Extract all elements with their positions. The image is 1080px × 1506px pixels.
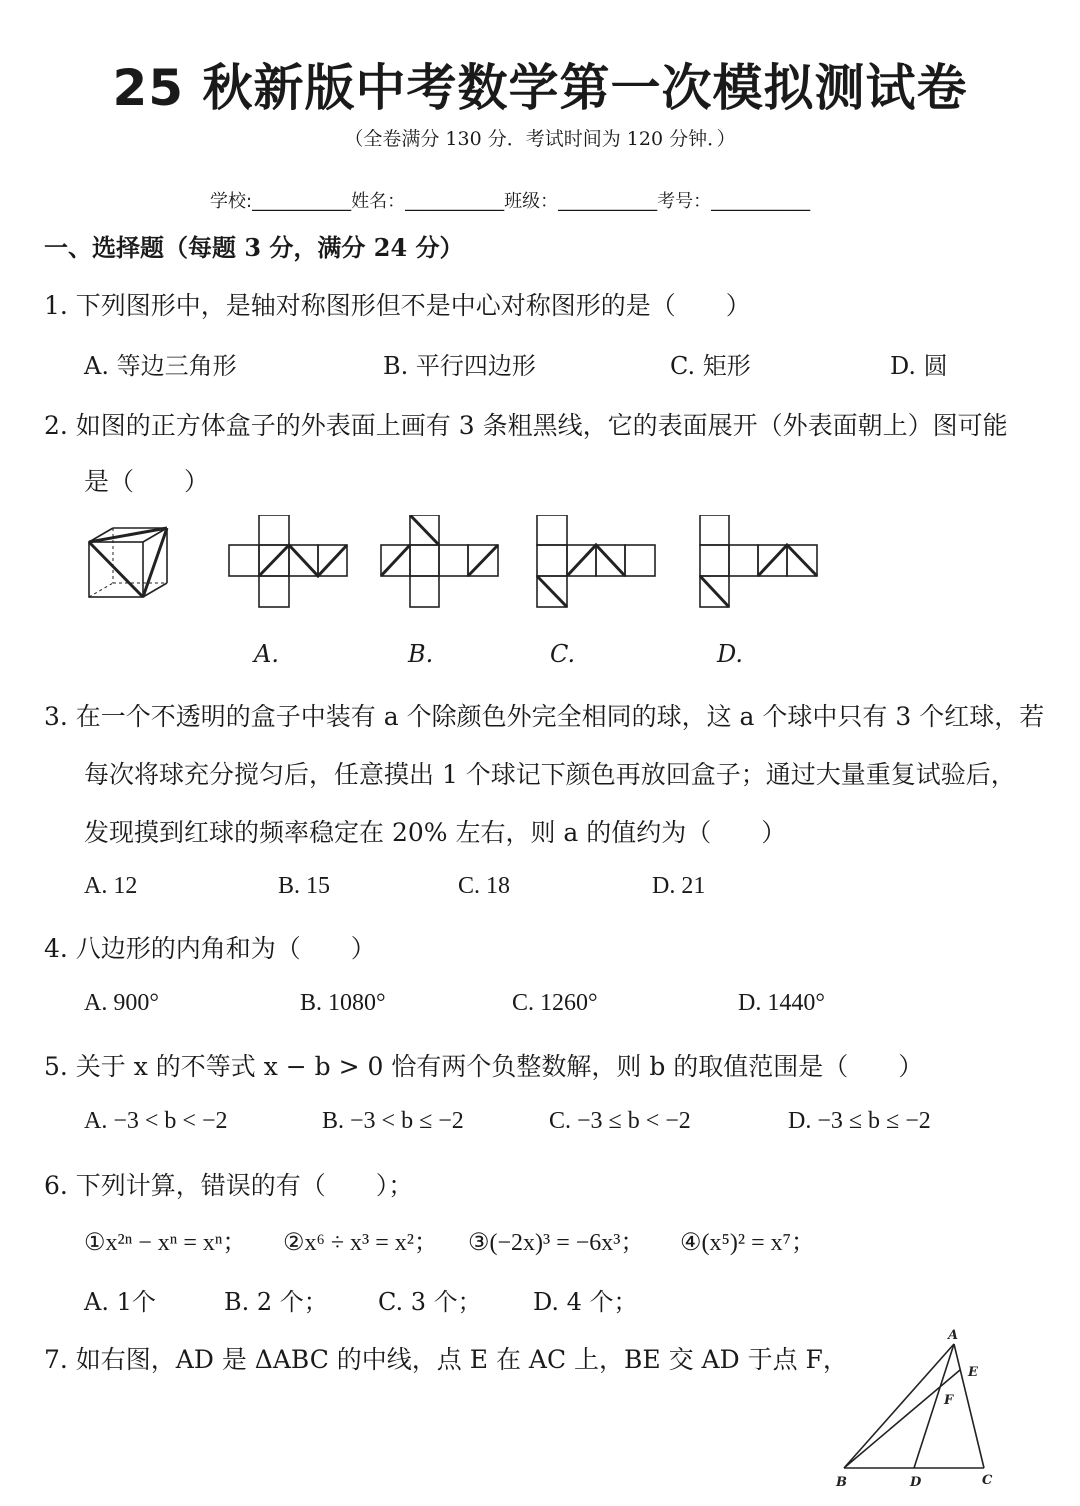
q1-option-d: D. 圆 <box>890 352 948 380</box>
question-3-stem-line1: 3. 在一个不透明的盒子中装有 a 个除颜色外完全相同的球，这 a 个球中只有 3 个红球，若 <box>44 702 1045 731</box>
net-d <box>700 515 817 607</box>
label-b: B <box>836 1475 847 1490</box>
question-3-stem-line2: 每次将球充分搅匀后，任意摸出 1 个球记下颜色再放回盒子；通过大量重复试验后， <box>84 760 1016 789</box>
q6-item-3: ③(−2x)³ = −6x³； <box>468 1230 645 1256</box>
q5-option-b: B. −3 < b ≤ −2 <box>322 1108 464 1134</box>
q6-item-1: ①x²ⁿ − xⁿ = xⁿ； <box>84 1230 247 1256</box>
label-c: C <box>982 1473 993 1488</box>
label-d: D <box>910 1475 922 1490</box>
q1-option-c: C. 矩形 <box>670 352 751 380</box>
q2-figures <box>85 515 825 615</box>
label-f: F <box>944 1393 954 1408</box>
q5-option-a: A. −3 < b < −2 <box>84 1108 228 1134</box>
q2-label-d: D. <box>717 640 744 668</box>
q3-option-b: B. 15 <box>278 873 331 899</box>
question-2-stem-line1: 2. 如图的正方体盒子的外表面上画有 3 条粗黑线，它的表面展开（外表面朝上）图可能 <box>44 411 1008 440</box>
question-3-stem-line3: 发现摸到红球的频率稳定在 20% 左右，则 a 的值约为（ ） <box>84 818 787 847</box>
question-5-stem: 5. 关于 x 的不等式 x − b > 0 恰有两个负整数解，则 b 的取值范围是（ ） <box>44 1052 924 1081</box>
question-1-stem: 1. 下列图形中，是轴对称图形但不是中心对称图形的是（ ） <box>44 291 751 320</box>
cube-figure <box>89 528 167 597</box>
segment-ac <box>954 1344 984 1468</box>
segment-be <box>844 1370 960 1468</box>
q6-option-d: D. 4 个； <box>533 1288 638 1316</box>
net-b <box>381 515 498 607</box>
q2-label-a: A. <box>254 640 279 668</box>
exam-subtitle: （全卷满分 130 分．考试时间为 120 分钟．） <box>344 128 736 150</box>
q6-option-c: C. 3 个； <box>378 1288 482 1316</box>
net-c <box>537 515 655 607</box>
q6-option-a: A. 1个 <box>84 1288 156 1316</box>
q4-option-d: D. 1440° <box>738 990 825 1016</box>
q4-option-b: B. 1080° <box>300 990 386 1016</box>
q4-option-c: C. 1260° <box>512 990 598 1016</box>
section-heading: 一、选择题（每题 3 分，满分 24 分） <box>44 233 464 262</box>
q6-item-4: ④(x⁵)² = x⁷； <box>680 1230 815 1256</box>
segment-ab <box>844 1344 954 1468</box>
q1-option-b: B. 平行四边形 <box>383 352 536 380</box>
q6-item-2: ②x⁶ ÷ x³ = x²； <box>283 1230 438 1256</box>
q2-label-c: C. <box>550 640 576 668</box>
question-6-stem: 6. 下列计算，错误的有（ ）； <box>44 1171 414 1200</box>
q3-option-c: C. 18 <box>458 873 511 899</box>
q6-option-b: B. 2 个； <box>224 1288 328 1316</box>
q3-option-a: A. 12 <box>84 873 138 899</box>
question-2-stem-line2: 是（ ） <box>84 467 210 496</box>
q5-option-c: C. −3 ≤ b < −2 <box>549 1108 691 1134</box>
label-e: E <box>968 1365 978 1380</box>
q7-triangle-figure <box>830 1326 1010 1491</box>
question-7-stem: 7. 如右图，AD 是 ΔABC 的中线，点 E 在 AC 上，BE 交 AD 于点 F， <box>44 1345 848 1374</box>
q4-option-a: A. 900° <box>84 990 159 1016</box>
label-a: A <box>948 1328 959 1343</box>
net-a <box>229 515 347 607</box>
q5-option-d: D. −3 ≤ b ≤ −2 <box>788 1108 931 1134</box>
q3-option-d: D. 21 <box>652 873 706 899</box>
q2-label-b: B. <box>408 640 434 668</box>
page-title: 25 秋新版中考数学第一次模拟测试卷 <box>112 59 968 117</box>
q1-option-a: A. 等边三角形 <box>84 352 237 380</box>
student-info-line: 学校:___________姓名：___________班级：___________考号：___________ <box>210 191 811 212</box>
question-4-stem: 4. 八边形的内角和为（ ） <box>44 934 376 963</box>
